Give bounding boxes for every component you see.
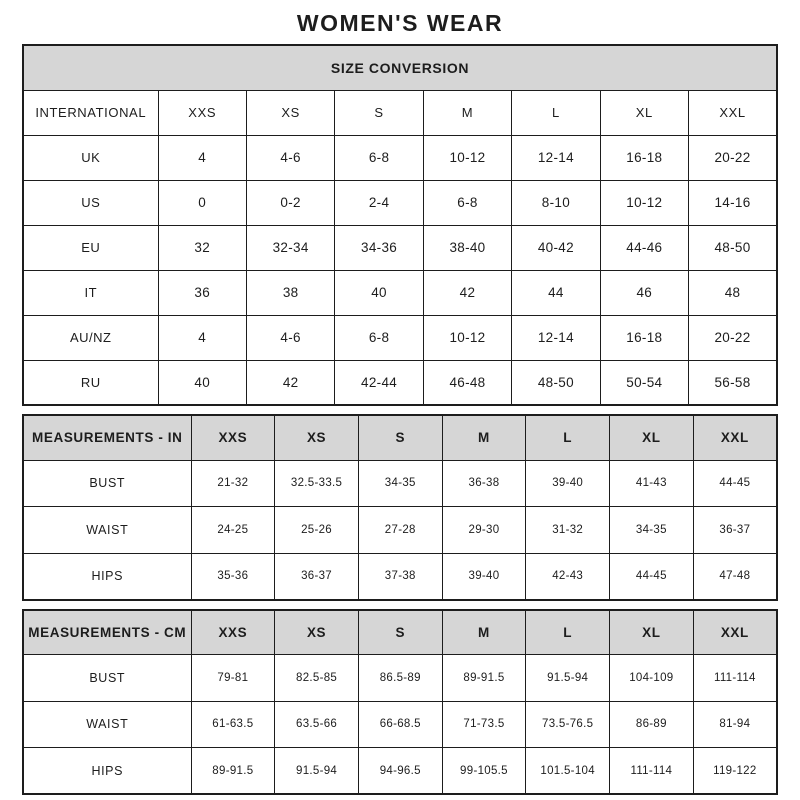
measurement-cell: 35-36: [191, 553, 275, 600]
size-cell: 48-50: [689, 225, 777, 270]
row-label: EU: [23, 225, 158, 270]
size-cell: 50-54: [600, 360, 688, 405]
size-cell: 38: [246, 270, 334, 315]
table-row: [23, 180, 777, 225]
measurement-cell: 36-38: [442, 460, 526, 507]
size-cell: 40: [335, 270, 423, 315]
size-cell: 36: [158, 270, 246, 315]
page-title: WOMEN'S WEAR: [296, 10, 504, 36]
measurement-cell: 86.5-89: [358, 655, 442, 702]
column-header: XL: [610, 610, 694, 655]
table-row: [23, 225, 777, 270]
measurement-cell: 27-28: [358, 507, 442, 554]
size-cell: 42: [246, 360, 334, 405]
row-label: HIPS: [23, 553, 191, 600]
table-row: [23, 460, 777, 507]
column-header: XL: [610, 415, 694, 460]
measurement-cell: 101.5-104: [526, 748, 610, 795]
table-title: MEASUREMENTS - CM: [23, 610, 191, 655]
size-cell: 8-10: [512, 180, 600, 225]
column-header: S: [358, 610, 442, 655]
size-cell: 20-22: [689, 135, 777, 180]
column-header-row: [23, 90, 777, 135]
measurement-cell: 66-68.5: [358, 701, 442, 748]
measurement-cell: 91.5-94: [526, 655, 610, 702]
measurement-cell: 42-43: [526, 553, 610, 600]
column-header: M: [442, 415, 526, 460]
size-cell: 56-58: [689, 360, 777, 405]
measurement-cell: 104-109: [610, 655, 694, 702]
measurement-cell: 111-114: [693, 655, 777, 702]
column-header: L: [526, 610, 610, 655]
measurement-cell: 63.5-66: [275, 701, 359, 748]
measurement-cell: 44-45: [610, 553, 694, 600]
column-header-row: [23, 415, 777, 460]
size-cell: 46-48: [423, 360, 511, 405]
size-cell: 44-46: [600, 225, 688, 270]
measurement-cell: 47-48: [693, 553, 777, 600]
measurement-cell: 32.5-33.5: [275, 460, 359, 507]
size-cell: 4-6: [246, 315, 334, 360]
size-cell: 40: [158, 360, 246, 405]
measurement-cell: 61-63.5: [191, 701, 275, 748]
row-label: WAIST: [23, 701, 191, 748]
measurement-cell: 119-122: [693, 748, 777, 795]
measurement-cell: 41-43: [610, 460, 694, 507]
size-cell: 46: [600, 270, 688, 315]
row-label: UK: [23, 135, 158, 180]
size-conversion-table: [22, 44, 778, 406]
row-label: WAIST: [23, 507, 191, 554]
size-cell: 12-14: [512, 135, 600, 180]
table-row: [23, 553, 777, 600]
size-cell: 6-8: [335, 135, 423, 180]
size-cell: 6-8: [423, 180, 511, 225]
column-header: XS: [275, 610, 359, 655]
size-cell: 20-22: [689, 315, 777, 360]
measurements-cm-table: [22, 609, 778, 796]
row-label: HIPS: [23, 748, 191, 795]
column-header: L: [526, 415, 610, 460]
column-header: XXL: [689, 90, 777, 135]
size-cell: 0: [158, 180, 246, 225]
table-title-row: [23, 45, 777, 90]
size-cell: 32-34: [246, 225, 334, 270]
size-cell: 2-4: [335, 180, 423, 225]
column-header: XS: [275, 415, 359, 460]
table-row: [23, 315, 777, 360]
table-row: [23, 748, 777, 795]
measurement-cell: 24-25: [191, 507, 275, 554]
column-header: XXS: [191, 610, 275, 655]
measurement-cell: 71-73.5: [442, 701, 526, 748]
measurement-cell: 91.5-94: [275, 748, 359, 795]
size-cell: 42-44: [335, 360, 423, 405]
measurement-cell: 37-38: [358, 553, 442, 600]
measurement-cell: 25-26: [275, 507, 359, 554]
row-label: BUST: [23, 460, 191, 507]
size-cell: 6-8: [335, 315, 423, 360]
measurement-cell: 86-89: [610, 701, 694, 748]
measurement-cell: 82.5-85: [275, 655, 359, 702]
size-cell: 16-18: [600, 135, 688, 180]
size-cell: 10-12: [423, 135, 511, 180]
measurement-cell: 39-40: [442, 553, 526, 600]
measurement-cell: 81-94: [693, 701, 777, 748]
measurement-cell: 31-32: [526, 507, 610, 554]
size-cell: 32: [158, 225, 246, 270]
size-cell: 48: [689, 270, 777, 315]
size-cell: 0-2: [246, 180, 334, 225]
measurement-cell: 99-105.5: [442, 748, 526, 795]
table-title: MEASUREMENTS - IN: [23, 415, 191, 460]
column-header: XXS: [158, 90, 246, 135]
size-cell: 42: [423, 270, 511, 315]
row-label: BUST: [23, 655, 191, 702]
measurement-cell: 94-96.5: [358, 748, 442, 795]
column-header: XXS: [191, 415, 275, 460]
column-header-row: [23, 610, 777, 655]
measurements-in-table: [22, 414, 778, 601]
column-header: XXL: [693, 415, 777, 460]
table-row: [23, 655, 777, 702]
size-cell: 48-50: [512, 360, 600, 405]
measurement-cell: 36-37: [275, 553, 359, 600]
column-header: XXL: [693, 610, 777, 655]
row-label: IT: [23, 270, 158, 315]
row-label: AU/NZ: [23, 315, 158, 360]
size-cell: 34-36: [335, 225, 423, 270]
size-cell: 14-16: [689, 180, 777, 225]
measurement-cell: 89-91.5: [442, 655, 526, 702]
table-row: [23, 360, 777, 405]
measurement-cell: 111-114: [610, 748, 694, 795]
column-header: M: [423, 90, 511, 135]
measurement-cell: 79-81: [191, 655, 275, 702]
measurement-cell: 34-35: [358, 460, 442, 507]
size-cell: 4: [158, 315, 246, 360]
column-header: M: [442, 610, 526, 655]
table-title: SIZE CONVERSION: [23, 45, 777, 90]
measurement-cell: 36-37: [693, 507, 777, 554]
size-cell: 10-12: [423, 315, 511, 360]
table-row: [23, 270, 777, 315]
measurement-cell: 29-30: [442, 507, 526, 554]
measurement-cell: 39-40: [526, 460, 610, 507]
measurement-cell: 89-91.5: [191, 748, 275, 795]
table-row: [23, 507, 777, 554]
size-cell: 16-18: [600, 315, 688, 360]
column-header: S: [358, 415, 442, 460]
column-header: XL: [600, 90, 688, 135]
table-row: [23, 701, 777, 748]
measurement-cell: 34-35: [610, 507, 694, 554]
column-header: S: [335, 90, 423, 135]
size-cell: 44: [512, 270, 600, 315]
size-cell: 12-14: [512, 315, 600, 360]
column-header: INTERNATIONAL: [23, 90, 158, 135]
column-header: XS: [246, 90, 334, 135]
row-label: RU: [23, 360, 158, 405]
table-row: [23, 135, 777, 180]
measurement-cell: 21-32: [191, 460, 275, 507]
row-label: US: [23, 180, 158, 225]
size-cell: 10-12: [600, 180, 688, 225]
column-header: L: [512, 90, 600, 135]
size-cell: 38-40: [423, 225, 511, 270]
size-cell: 40-42: [512, 225, 600, 270]
measurement-cell: 73.5-76.5: [526, 701, 610, 748]
size-cell: 4: [158, 135, 246, 180]
size-cell: 4-6: [246, 135, 334, 180]
measurement-cell: 44-45: [693, 460, 777, 507]
